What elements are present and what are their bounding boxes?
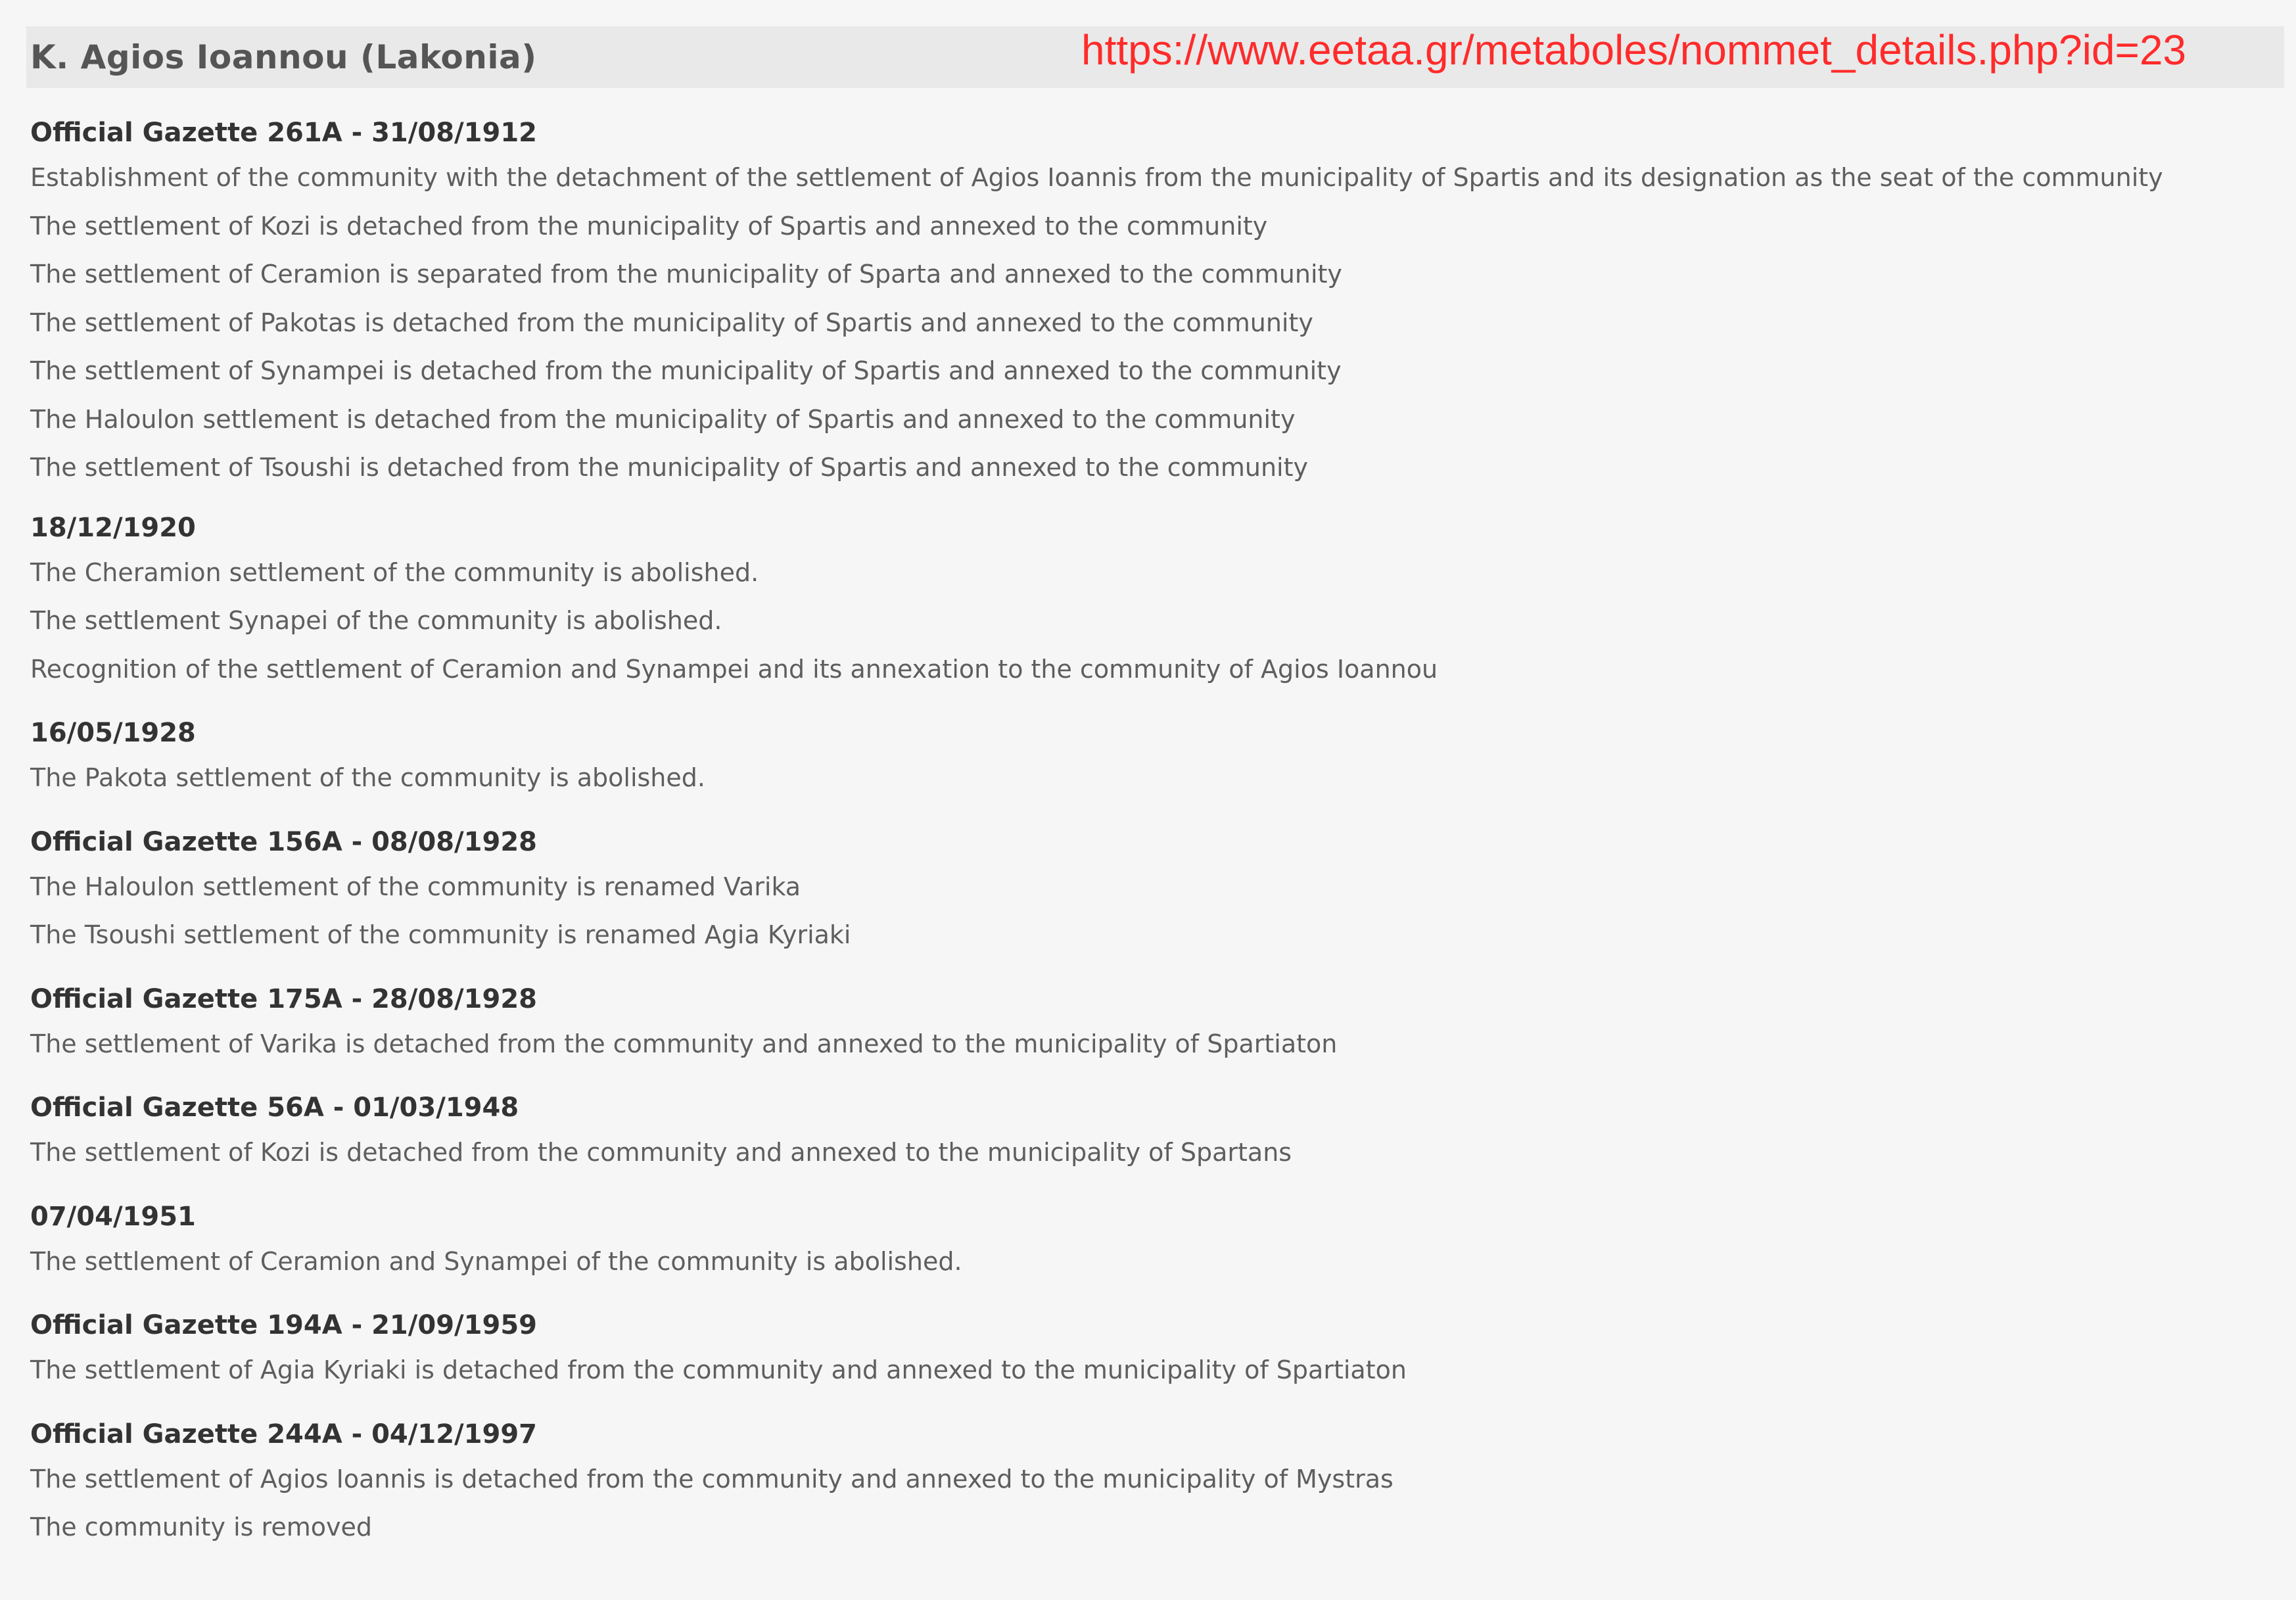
- list-item: The settlement of Agios Ioannis is detached from the community and annexed to the municipality of Mystras: [30, 1464, 1394, 1494]
- change-section: [30, 112, 2265, 492]
- changes-list: [30, 112, 2265, 1570]
- list-item: The settlement Synapei of the community is abolished.: [30, 606, 722, 635]
- list-item: The settlement of Varika is detached from the community and annexed to the municipality of Spartiaton: [30, 1029, 1338, 1058]
- list-item: The settlement of Kozi is detached from the community and annexed to the municipality of Spartans: [30, 1138, 1292, 1167]
- page-title: K. Agios Ioannou (Lakonia): [30, 38, 537, 76]
- change-section: [30, 978, 2265, 1069]
- change-section: [30, 1087, 2265, 1177]
- list-item: The settlement of Agia Kyriaki is detached from the community and annexed to the municipality of Spartiaton: [30, 1355, 1407, 1384]
- list-item: The Tsoushi settlement of the community is renamed Agia Kyriaki: [30, 920, 851, 949]
- list-item: The community is removed: [30, 1513, 372, 1541]
- list-item: The settlement of Ceramion is separated from the municipality of Sparta and annexed to the community: [30, 260, 1342, 289]
- list-item: The settlement of Ceramion and Synampei of the community is abolished.: [30, 1246, 962, 1276]
- list-item: Recognition of the settlement of Ceramion and Synampei and its annexation to the community of Agios Ioannou: [30, 654, 1438, 684]
- section-heading: Official Gazette 175A - 28/08/1928: [30, 983, 537, 1014]
- section-heading: Official Gazette 244A - 04/12/1997: [30, 1419, 537, 1449]
- list-item: The settlement of Tsoushi is detached from the municipality of Spartis and annexed to the community: [30, 453, 1308, 482]
- list-item: The settlement of Pakotas is detached from the municipality of Spartis and annexed to the community: [30, 308, 1313, 337]
- change-section: [30, 821, 2265, 960]
- section-heading: Official Gazette 156A - 08/08/1928: [30, 826, 537, 857]
- header-bar: [26, 26, 2284, 88]
- section-heading: 16/05/1928: [30, 718, 196, 748]
- list-item: The Haloulon settlement is detached from the municipality of Spartis and annexed to the community: [30, 404, 1296, 434]
- list-item: The Pakota settlement of the community is abolished.: [30, 763, 705, 792]
- section-heading: 07/04/1951: [30, 1201, 196, 1232]
- change-section: [30, 1304, 2265, 1395]
- change-section: [30, 507, 2265, 694]
- change-section: [30, 1196, 2265, 1286]
- list-item: The settlement of Synampei is detached from the municipality of Spartis and annexed to the community: [30, 356, 1342, 385]
- section-heading: 18/12/1920: [30, 512, 196, 543]
- change-section: [30, 712, 2265, 803]
- section-heading: Official Gazette 261A - 31/08/1912: [30, 118, 537, 148]
- list-item: The Haloulon settlement of the community is renamed Varika: [30, 872, 801, 901]
- list-item: The settlement of Kozi is detached from the municipality of Spartis and annexed to the community: [30, 211, 1268, 241]
- section-heading: Official Gazette 56A - 01/03/1948: [30, 1093, 519, 1123]
- section-heading: Official Gazette 194A - 21/09/1959: [30, 1310, 537, 1340]
- list-item: Establishment of the community with the detachment of the settlement of Agios Ioannis from the municipality of Spartis and its designation as the seat of the community: [30, 163, 2163, 192]
- change-section: [30, 1413, 2265, 1552]
- list-item: The Cheramion settlement of the community is abolished.: [30, 557, 759, 587]
- source-url-annotation: https://www.eetaa.gr/metaboles/nommet_details.php?id=23: [1081, 26, 2186, 74]
